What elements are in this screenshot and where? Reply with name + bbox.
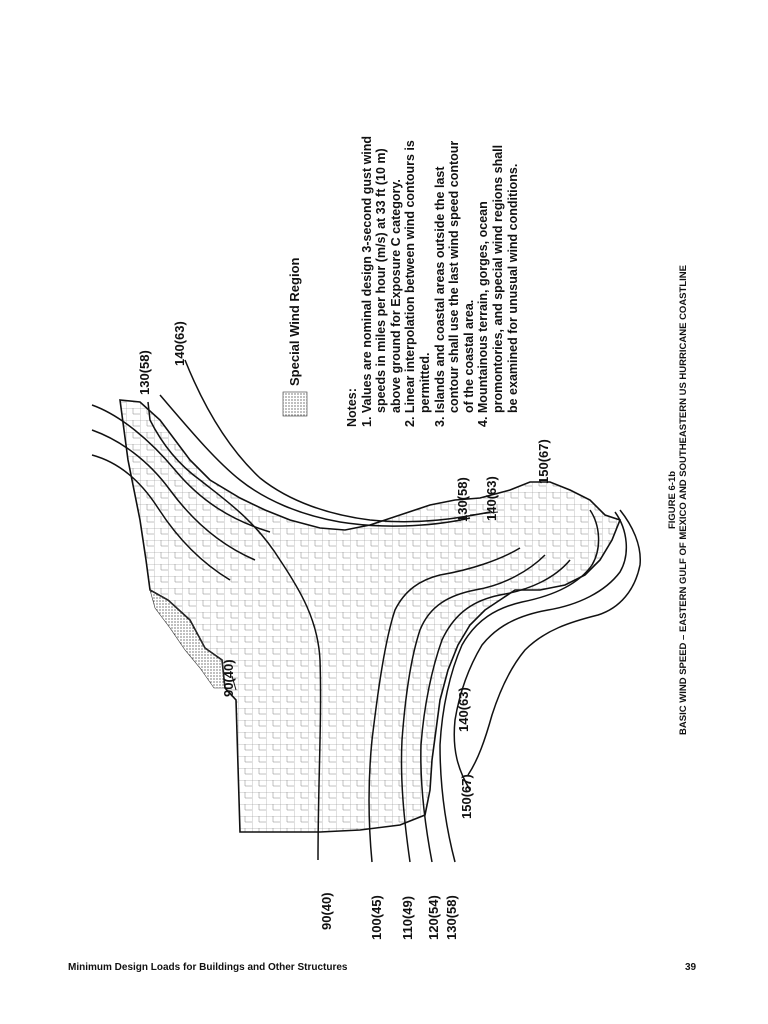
page-number: 39 xyxy=(685,962,697,973)
contour-label-bottom-150: 150(67) xyxy=(459,774,474,819)
notes-heading: Notes: xyxy=(345,388,359,427)
contour-label-center-90: 90(40) xyxy=(221,659,236,697)
note-line: 1. Values are nominal design 3-second gust wind xyxy=(359,135,374,427)
contour-label-atlantic-140: 140(63) xyxy=(172,321,187,366)
note-line: contour shall use the last wind speed contour xyxy=(447,140,462,413)
note-line: permitted. xyxy=(417,352,432,413)
special-wind-region-swatch xyxy=(283,392,307,416)
special-wind-region-label: Special Wind Region xyxy=(287,257,302,386)
contour-label-left-100: 100(45) xyxy=(369,895,384,940)
note-line: above ground for Exposure C category. xyxy=(388,179,403,413)
contour-label-bottom-140: 140(63) xyxy=(456,687,471,732)
note-line: of the coastal area. xyxy=(461,299,476,413)
note-line: 3. Islands and coastal areas outside the last xyxy=(432,166,447,427)
contour-label-left-130: 130(58) xyxy=(444,895,459,940)
figure-number: FIGURE 6-1b xyxy=(667,470,678,530)
contour-label-atlantic-130: 130(58) xyxy=(137,350,152,395)
note-line: 2. Linear interpolation between wind contours is xyxy=(403,140,418,427)
contour-label-left-90: 90(40) xyxy=(319,892,334,930)
footer-title: Minimum Design Loads for Buildings and Other Structures xyxy=(68,962,348,973)
contour-label-gulf-150: 150(67) xyxy=(536,439,551,484)
note-line: be examined for unusual wind conditions. xyxy=(505,163,520,413)
contour-label-left-110: 110(49) xyxy=(400,895,415,940)
note-line: promontories, and special wind regions shall xyxy=(490,144,505,413)
note-line: speeds in miles per hour (m/s) at 33 ft (10 m) xyxy=(374,148,389,413)
notes-block xyxy=(345,136,520,427)
contour-label-gulf-130: 130(58) xyxy=(455,477,470,522)
contour-label-left-120: 120(54) xyxy=(426,895,441,940)
contour-label-gulf-140: 140(63) xyxy=(484,476,499,521)
note-line: 4. Mountainous terrain, gorges, ocean xyxy=(476,201,491,427)
figure-caption xyxy=(667,230,689,770)
figure-title: BASIC WIND SPEED – EASTERN GULF OF MEXICO AND SOUTHEASTERN US HURRICANE COASTLINE xyxy=(678,265,689,735)
